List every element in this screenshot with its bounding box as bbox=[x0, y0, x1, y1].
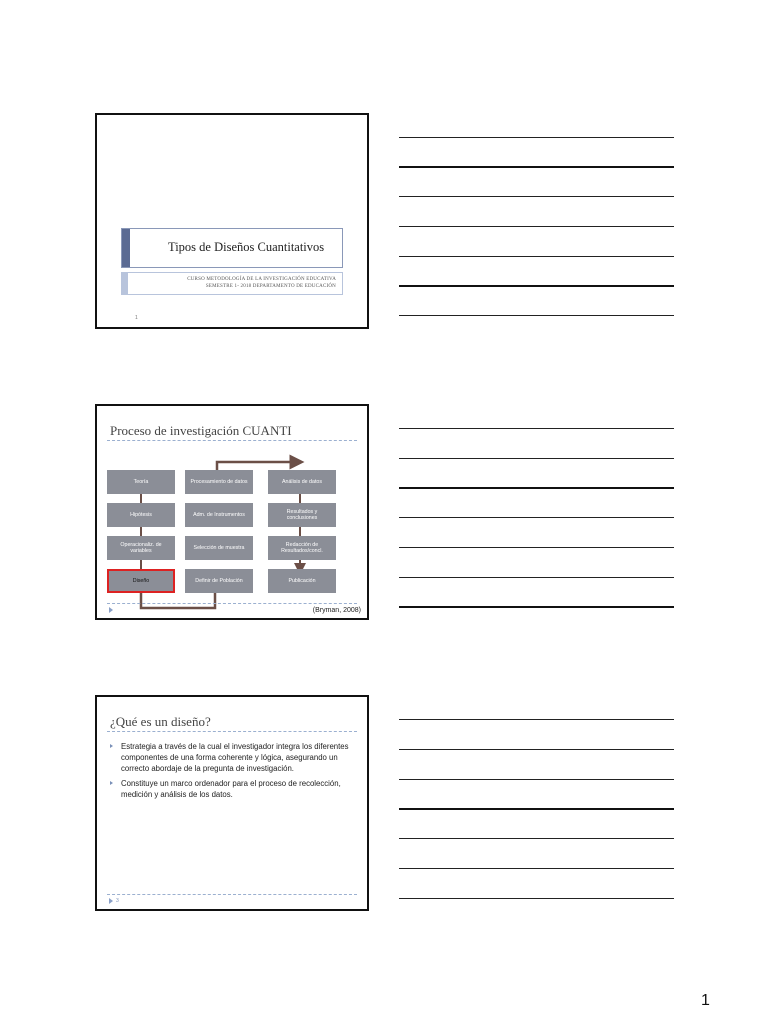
slide-thumbnail-1 bbox=[95, 113, 369, 329]
footer-divider bbox=[107, 894, 357, 895]
flow-step-analisis: Análisis de datos bbox=[268, 470, 336, 494]
note-line bbox=[399, 517, 674, 518]
slide-thumbnail-3 bbox=[95, 695, 369, 911]
slide-title: Tipos de Diseños Cuantitativos bbox=[168, 240, 325, 254]
flow-step-teoria: Teoría bbox=[107, 470, 175, 494]
note-line bbox=[399, 808, 674, 810]
flow-step-diseno-highlighted: Diseño bbox=[107, 569, 175, 593]
flow-step-procesamiento: Procesamiento de datos bbox=[185, 470, 253, 494]
bullet-arrow-icon bbox=[110, 744, 113, 748]
bullet-text: Estrategia a través de la cual el investigador integra los diferentes componentes de una forma coherente y lógica, asegurando un correcto abordaje de la pregunta de investigación. bbox=[121, 742, 349, 773]
note-line bbox=[399, 719, 674, 720]
subtitle-box bbox=[121, 272, 343, 295]
slide-page-number: 3 bbox=[116, 898, 119, 904]
note-line bbox=[399, 868, 674, 869]
slide-title: Proceso de investigación CUANTI bbox=[110, 423, 292, 438]
subtitle bbox=[132, 276, 336, 290]
flow-step-hipotesis: Hipótesis bbox=[107, 503, 175, 527]
note-line bbox=[399, 226, 674, 227]
flow-step-definir-poblacion: Definir de Población bbox=[185, 569, 253, 593]
note-line bbox=[399, 137, 674, 138]
note-line bbox=[399, 898, 674, 899]
title-accent-bar bbox=[122, 229, 130, 267]
bullet-arrow-icon bbox=[110, 781, 113, 785]
note-line bbox=[399, 458, 674, 459]
note-line bbox=[399, 577, 674, 578]
slide-thumbnail-2 bbox=[95, 404, 369, 620]
note-line bbox=[399, 196, 674, 197]
note-line bbox=[399, 779, 674, 780]
bullet-item bbox=[109, 778, 359, 800]
note-line bbox=[399, 315, 674, 316]
note-line bbox=[399, 256, 674, 257]
subtitle-line-2: SEMESTRE 1- 2018 DEPARTAMENTO DE EDUCACIÓN bbox=[205, 284, 336, 289]
subtitle-accent-bar bbox=[122, 273, 128, 294]
note-line bbox=[399, 285, 674, 287]
flow-step-seleccion-muestra: Selección de muestra bbox=[185, 536, 253, 560]
note-line bbox=[399, 166, 674, 168]
note-line bbox=[399, 487, 674, 489]
flow-step-operacionalizacion: Operacionaliz. de variables bbox=[107, 536, 175, 560]
flow-step-publicacion: Publicación bbox=[268, 569, 336, 593]
title-box bbox=[121, 228, 343, 268]
bullet-item bbox=[109, 741, 359, 774]
flow-step-resultados: Resultados y conclusiones bbox=[268, 503, 336, 527]
note-line bbox=[399, 838, 674, 839]
footer-marker-icon bbox=[109, 898, 113, 904]
note-line bbox=[399, 606, 674, 608]
note-line bbox=[399, 547, 674, 548]
document-page-number: 1 bbox=[701, 992, 710, 1009]
title-divider bbox=[107, 731, 357, 732]
bullet-list bbox=[109, 741, 359, 804]
flow-step-redaccion: Redacción de Resultados/concl. bbox=[268, 536, 336, 560]
flow-step-adm-instrumentos: Adm. de Instrumentos bbox=[185, 503, 253, 527]
footer-marker-icon bbox=[109, 607, 113, 613]
note-line bbox=[399, 749, 674, 750]
subtitle-line-1: CURSO METODOLOGÍA DE LA INVESTIGACIÓN EDUCATIVA bbox=[187, 277, 336, 282]
citation: (Bryman, 2008) bbox=[312, 607, 361, 614]
slide-page-number: 1 bbox=[135, 315, 138, 321]
note-line bbox=[399, 428, 674, 429]
bullet-text: Constituye un marco ordenador para el proceso de recolección, medición y análisis de los datos. bbox=[121, 779, 341, 799]
slide-title: ¿Qué es un diseño? bbox=[110, 714, 211, 729]
footer-divider bbox=[107, 603, 357, 604]
